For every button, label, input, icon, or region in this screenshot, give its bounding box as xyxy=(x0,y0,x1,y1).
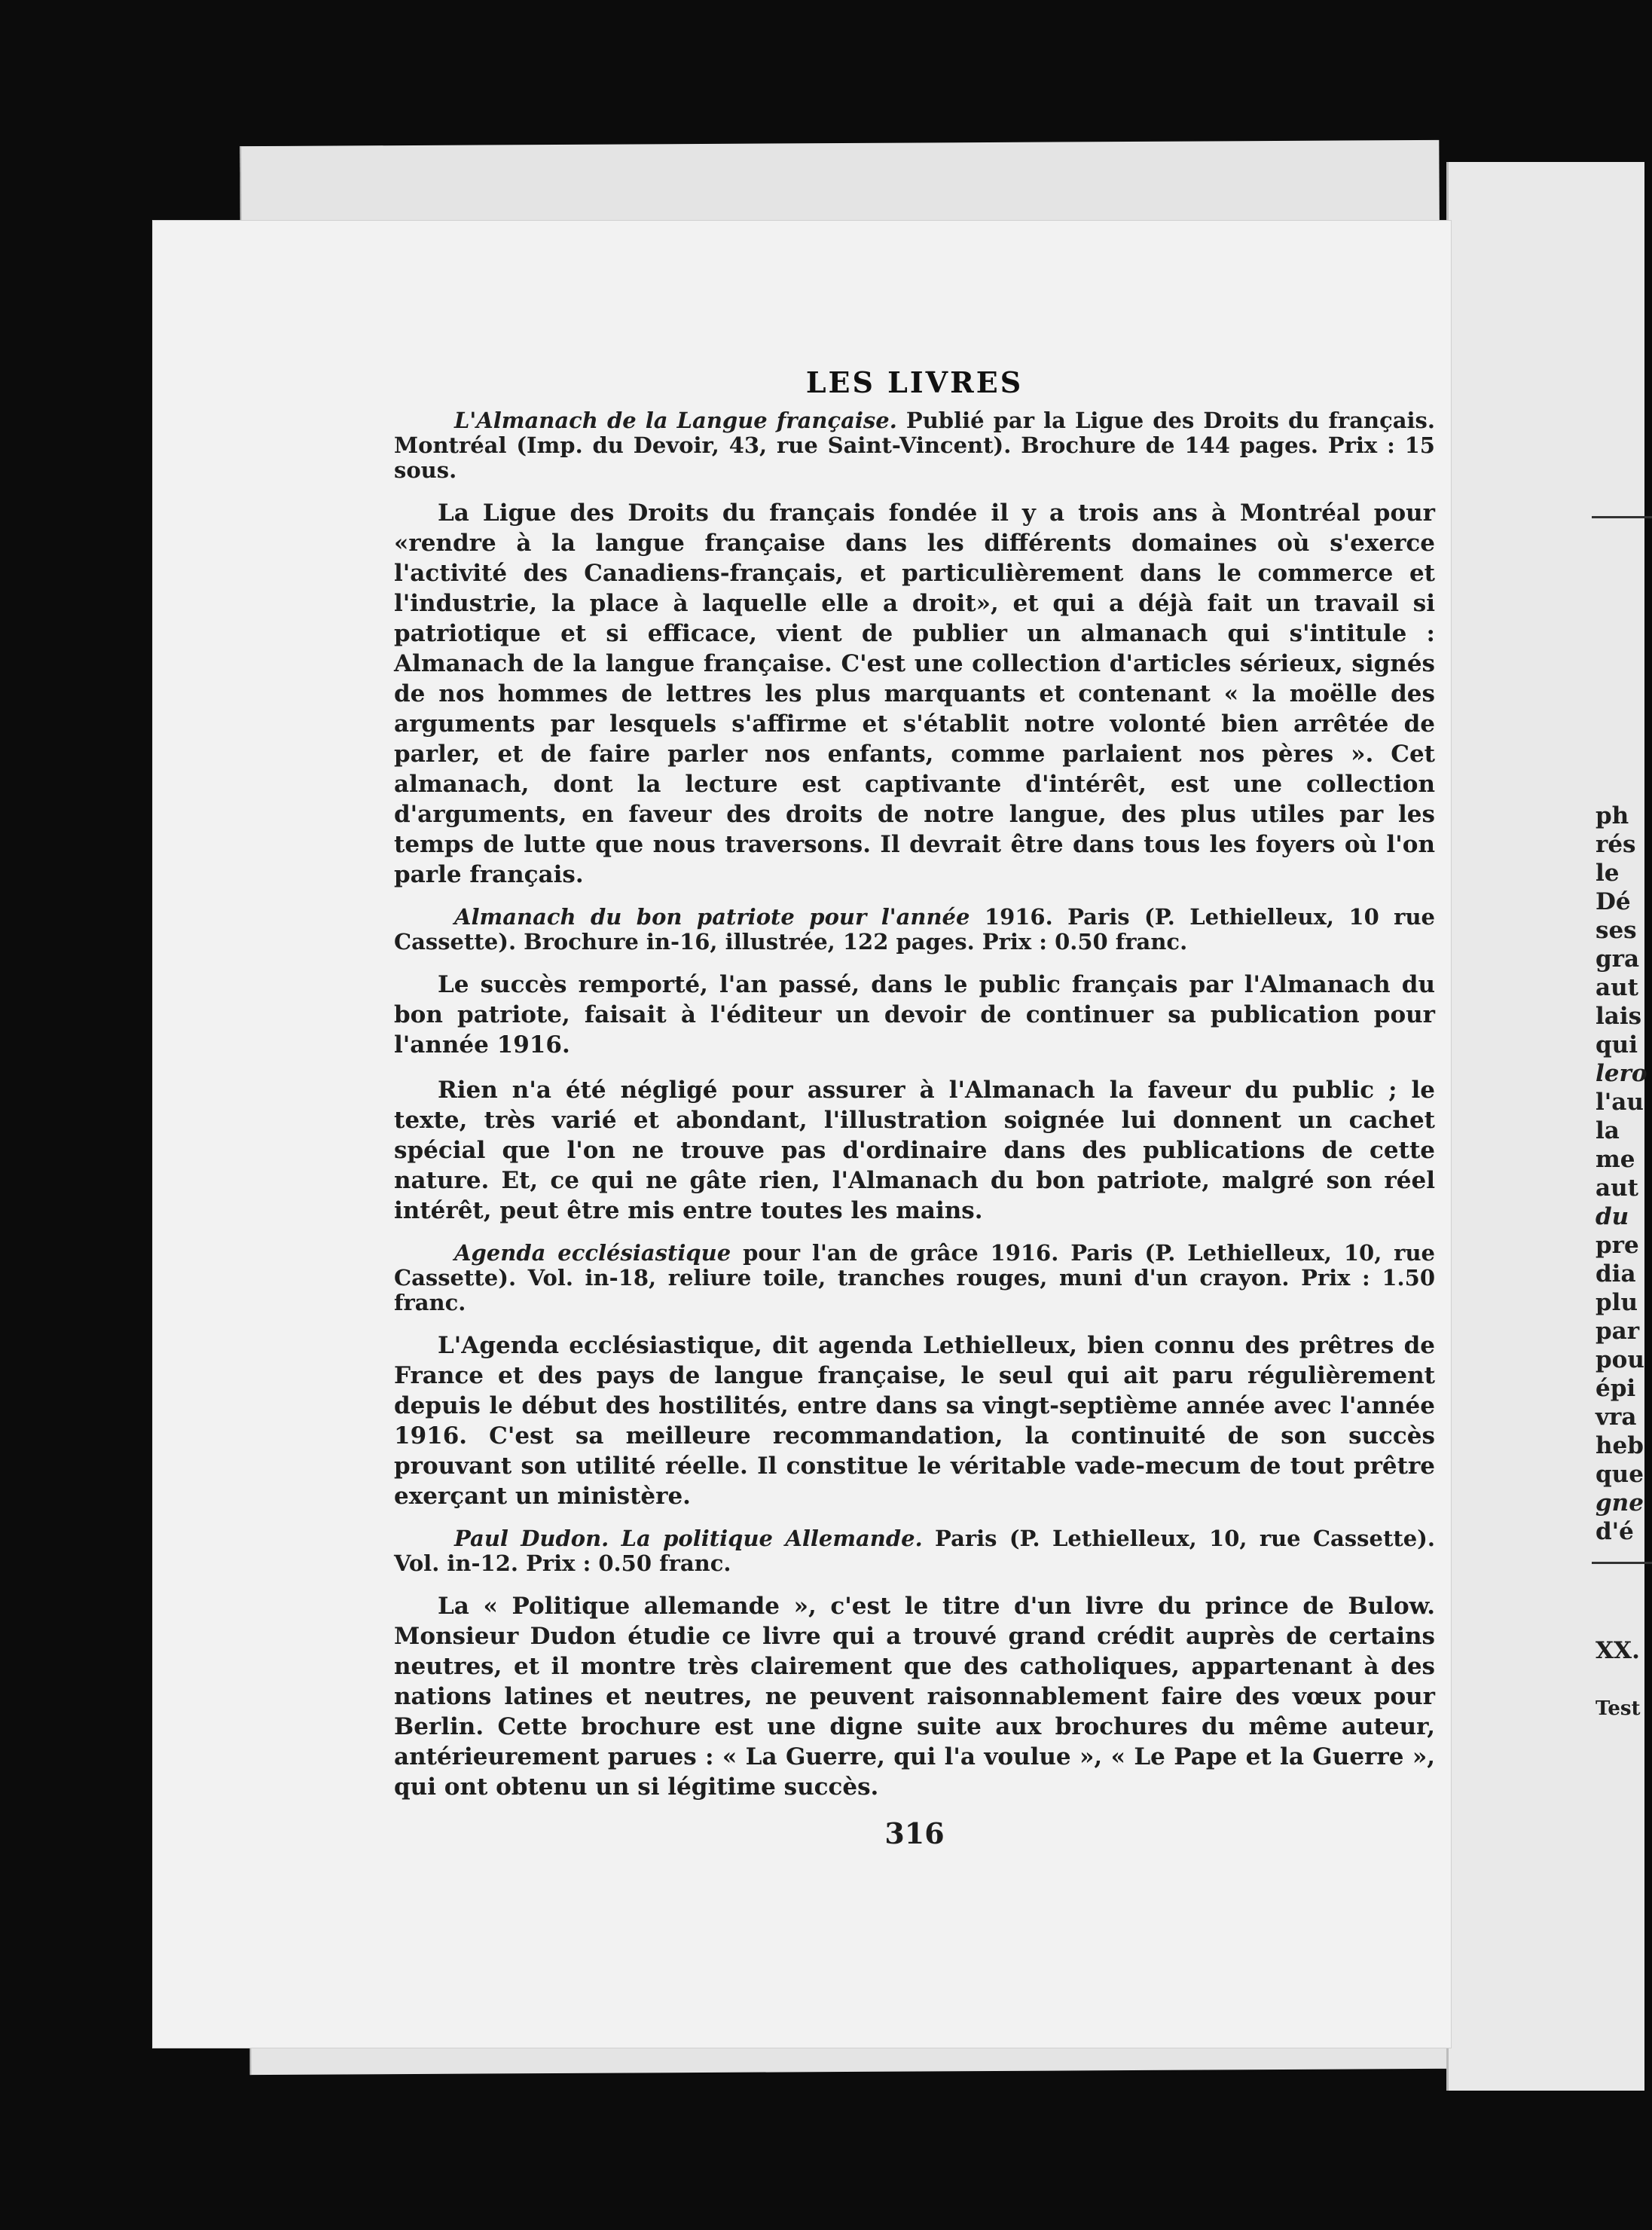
review-paragraph: La Ligue des Droits du français fondée il y a trois ans à Montréal pour «rendre à la langue française dans les différents domaines où s'exerce l'activité des Canadiens-français, et particulièrement dans le commerce et l'industrie, la place à laquelle elle a droit», et qui a déjà fait un travail si patriotique et si efficace, vient de publier un almanach qui s'intitule : Almanach de la langue française. C'est une collection d'articles sérieux, signés de nos hommes de lettres les plus marquants et contenant « la moëlle des arguments par lesquels s'affirme et s'établit notre volonté bien arrêtée de parler, et de faire parler nos enfants, comme parlaient nos pères ». Cet almanach, dont la lecture est captivante d'intérêt, est une collection d'arguments, en faveur des droits de notre langue, des plus utiles par les temps de lutte que nous traversons. Il devrait être dans tous les foyers où l'on parle français. xyxy=(394,499,1435,888)
fragment-word: que xyxy=(1596,1461,1644,1488)
review-paragraph: La « Politique allemande », c'est le titre d'un livre du prince de Bulow. Monsieur Dudon étudie ce livre qui a trouvé grand crédit auprès de certains neutres, et il montre très clairement que des catholiques, appartenant à des nations latines et neutres, ne peuvent raisonnablement faire des vœux pour Berlin. Cette brochure est une digne suite aux brochures du même auteur, antérieurement parues : « La Guerre, qui l'a voulue », « Le Pape et la Guerre », qui ont obtenu un si légitime succès. xyxy=(394,1593,1435,1801)
book-reference xyxy=(394,1241,1435,1315)
book-details: Paris (P. Lethielleux, 10, rue Cassette). Vol. in-12. Prix : 0.50 franc. xyxy=(394,1526,1436,1576)
fragment-word: pou xyxy=(1596,1346,1644,1373)
fragment-word: par xyxy=(1596,1318,1640,1345)
adjacent-page-right xyxy=(1446,162,1647,2091)
page-heading: LES LIVRES xyxy=(805,365,1024,399)
fragment-word: Dé xyxy=(1596,888,1631,915)
fragment-word: rés xyxy=(1596,831,1636,858)
book-page xyxy=(153,221,1451,2048)
fragment-word: aut xyxy=(1596,974,1638,1001)
book-reference xyxy=(394,1526,1435,1576)
page-content xyxy=(394,365,1436,1850)
fragment-word: vra xyxy=(1596,1404,1637,1431)
book-title: Paul Dudon. La politique Allemande. xyxy=(454,1526,923,1551)
fragment-word: pre xyxy=(1596,1232,1639,1259)
fragment-text: Test xyxy=(1596,1697,1641,1720)
fragment-word: qui xyxy=(1596,1031,1638,1058)
rule-line xyxy=(1592,516,1652,518)
book-title: L'Almanach de la Langue française. xyxy=(454,408,897,433)
book-reference xyxy=(394,408,1435,483)
rule-line xyxy=(1592,1562,1652,1564)
fragment-word: heb xyxy=(1596,1432,1644,1459)
review-paragraph: Le succès remporté, l'an passé, dans le public français par l'Almanach du bon patriote, faisait à l'éditeur un devoir de continuer sa publication pour l'année 1916. xyxy=(394,971,1435,1058)
review-paragraph: Rien n'a été négligé pour assurer à l'Almanach la faveur du public ; le texte, très varié et abondant, l'illustration soignée lui donnent un cachet spécial que l'on ne trouve pas d'ordinaire dans des publications de cette nature. Et, ce qui ne gâte rien, l'Almanach du bon patriote, malgré son réel intérêt, peut être mis entre toutes les mains. xyxy=(394,1077,1435,1224)
fragment-label: XX. xyxy=(1596,1637,1640,1664)
fragment-word: aut xyxy=(1596,1175,1638,1202)
fragment-word: l'au xyxy=(1596,1089,1644,1116)
fragment-word: du xyxy=(1596,1203,1629,1230)
book-title: Almanach du bon patriote pour l'année xyxy=(454,904,970,930)
fragment-word: me xyxy=(1596,1146,1635,1173)
fragment-word: gra xyxy=(1596,945,1640,973)
fragment-word: lero xyxy=(1596,1060,1647,1087)
fragment-word: dia xyxy=(1596,1260,1636,1288)
book-details: Publié par la Ligue des Droits du français. Montréal (Imp. du Devoir, 43, rue Saint-Vincent). Brochure de 144 pages. Prix : 15 sous. xyxy=(394,408,1435,483)
fragment-word: le xyxy=(1596,860,1620,887)
fragment-word: plu xyxy=(1596,1289,1638,1316)
fragment-word: la xyxy=(1596,1117,1620,1144)
fragment-word: ph xyxy=(1596,802,1629,829)
book-details: pour l'an de grâce 1916. Paris (P. Lethielleux, 10, rue Cassette). Vol. in-18, reliure toile, tranches rouges, muni d'un crayon. Prix : 1.50 franc. xyxy=(394,1240,1435,1315)
review-paragraph: L'Agenda ecclésiastique, dit agenda Lethielleux, bien connu des prêtres de France et des pays de langue française, le seul qui ait paru régulièrement depuis le début des hostilités, entre dans sa vingt-septième année avec l'année 1916. C'est sa meilleure recommandation, la continuité de son succès prouvant son utilité réelle. Il constitue le véritable vade-mecum de tout prêtre exerçant un ministère. xyxy=(394,1332,1435,1510)
book-reference xyxy=(394,905,1435,955)
book-title: Agenda ecclésiastique xyxy=(454,1240,731,1266)
fragment-word: lais xyxy=(1596,1003,1642,1030)
fragment-word: ses xyxy=(1596,917,1637,944)
fragment-word: épi xyxy=(1596,1375,1636,1402)
fragment-word: d'é xyxy=(1596,1518,1634,1545)
fragment-word: gne xyxy=(1596,1489,1644,1517)
book-details: 1916. Paris (P. Lethielleux, 10 rue Cassette). Brochure in-16, illustrée, 122 pages. Prix : 0.50 franc. xyxy=(394,904,1435,955)
page-number: 316 xyxy=(884,1816,945,1850)
